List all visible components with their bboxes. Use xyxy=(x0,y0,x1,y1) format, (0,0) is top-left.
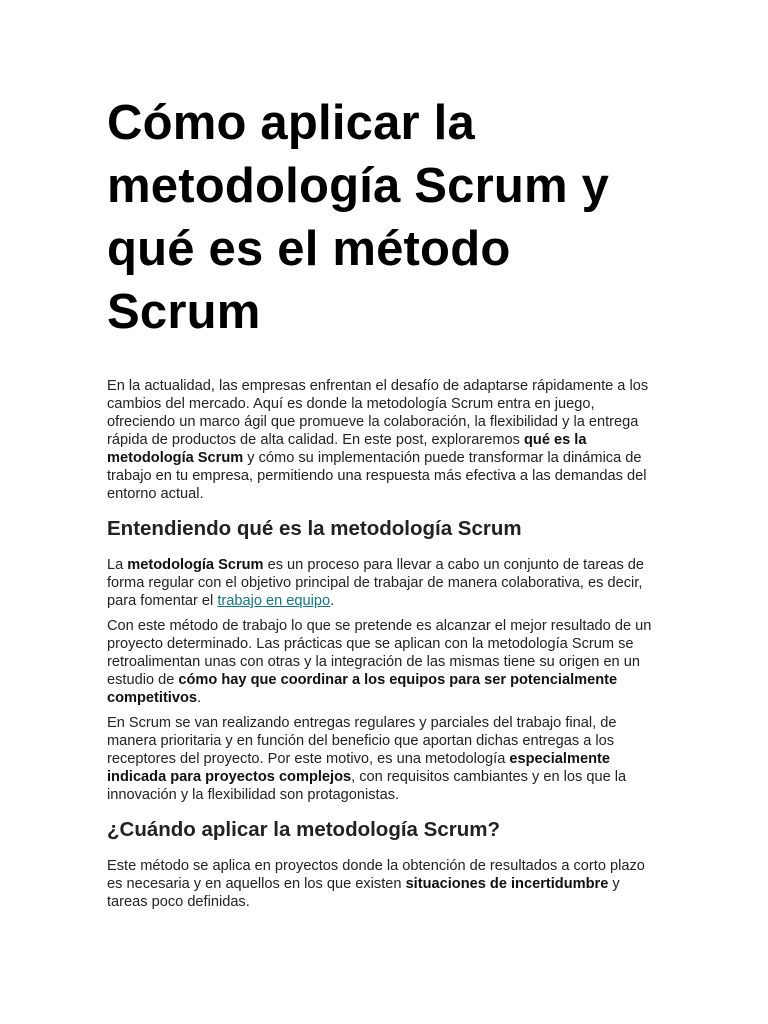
text-run: En la actualidad, las empresas enfrentan el desafío de adaptarse rápidamente a los cambios del mercado. Aquí es donde la metodología Scrum entra en juego, ofreciendo un marco ágil que promueve la colaboración, la flexibilidad y la entrega rápida de productos de alta calidad. En este post, exploraremos xyxy=(107,378,649,448)
text-run: La xyxy=(107,557,128,573)
page-title: Cómo aplicar la metodología Scrum y qué es el método Scrum xyxy=(107,96,610,339)
intro-paragraph xyxy=(107,377,663,503)
text-run: . xyxy=(330,593,335,609)
bold-run: especialmente indicada para proyectos complejos xyxy=(107,751,610,785)
article xyxy=(107,92,663,918)
text-run: . xyxy=(197,690,202,706)
text-run: y tareas poco definidas. xyxy=(107,876,620,910)
bold-run: qué es la metodología Scrum xyxy=(107,432,587,466)
text-run: y cómo su implementación puede transformar la dinámica de trabajo en tu empresa, permitiendo una respuesta más efectiva a las demandas del entorno actual. xyxy=(107,450,647,502)
text-run: Este método se aplica en proyectos donde la obtención de resultados a corto plazo es necesaria y en aquellos en los que existen xyxy=(107,858,645,892)
section2-paragraph-1 xyxy=(107,857,663,911)
teamwork-link[interactable]: trabajo en equipo xyxy=(217,593,331,609)
bold-run: metodología Scrum xyxy=(127,557,264,573)
text-run: Con este método de trabajo lo que se pretende es alcanzar el mejor resultado de un proyecto determinado. Las prácticas que se aplican con la metodología Scrum se retroalimentan unas con otras y la integración de las mismas tiene su origen en un estudio de xyxy=(107,618,652,688)
section1-paragraph-2 xyxy=(107,617,663,707)
section1-paragraph-3 xyxy=(107,714,663,804)
text-run: es un proceso para llevar a cabo un conjunto de tareas de forma regular con el objetivo principal de trabajar de manera colaborativa, es decir, para fomentar el xyxy=(107,557,645,609)
bold-run: situaciones de incertidumbre xyxy=(405,876,609,892)
section1-paragraph-1 xyxy=(107,556,663,610)
bold-run: cómo hay que coordinar a los equipos para ser potencialmente competitivos xyxy=(107,672,618,706)
section-heading-understanding: Entendiendo qué es la metodología Scrum xyxy=(107,517,522,540)
section-heading-when: ¿Cuándo aplicar la metodología Scrum? xyxy=(107,818,500,841)
text-run: , con requisitos cambiantes y en los que la innovación y la flexibilidad son protagonistas. xyxy=(107,769,627,803)
text-run: En Scrum se van realizando entregas regulares y parciales del trabajo final, de manera prioritaria y en función del beneficio que aportan dichas entregas a los receptores del proyecto. Por este motivo, es una metodología xyxy=(107,715,617,767)
